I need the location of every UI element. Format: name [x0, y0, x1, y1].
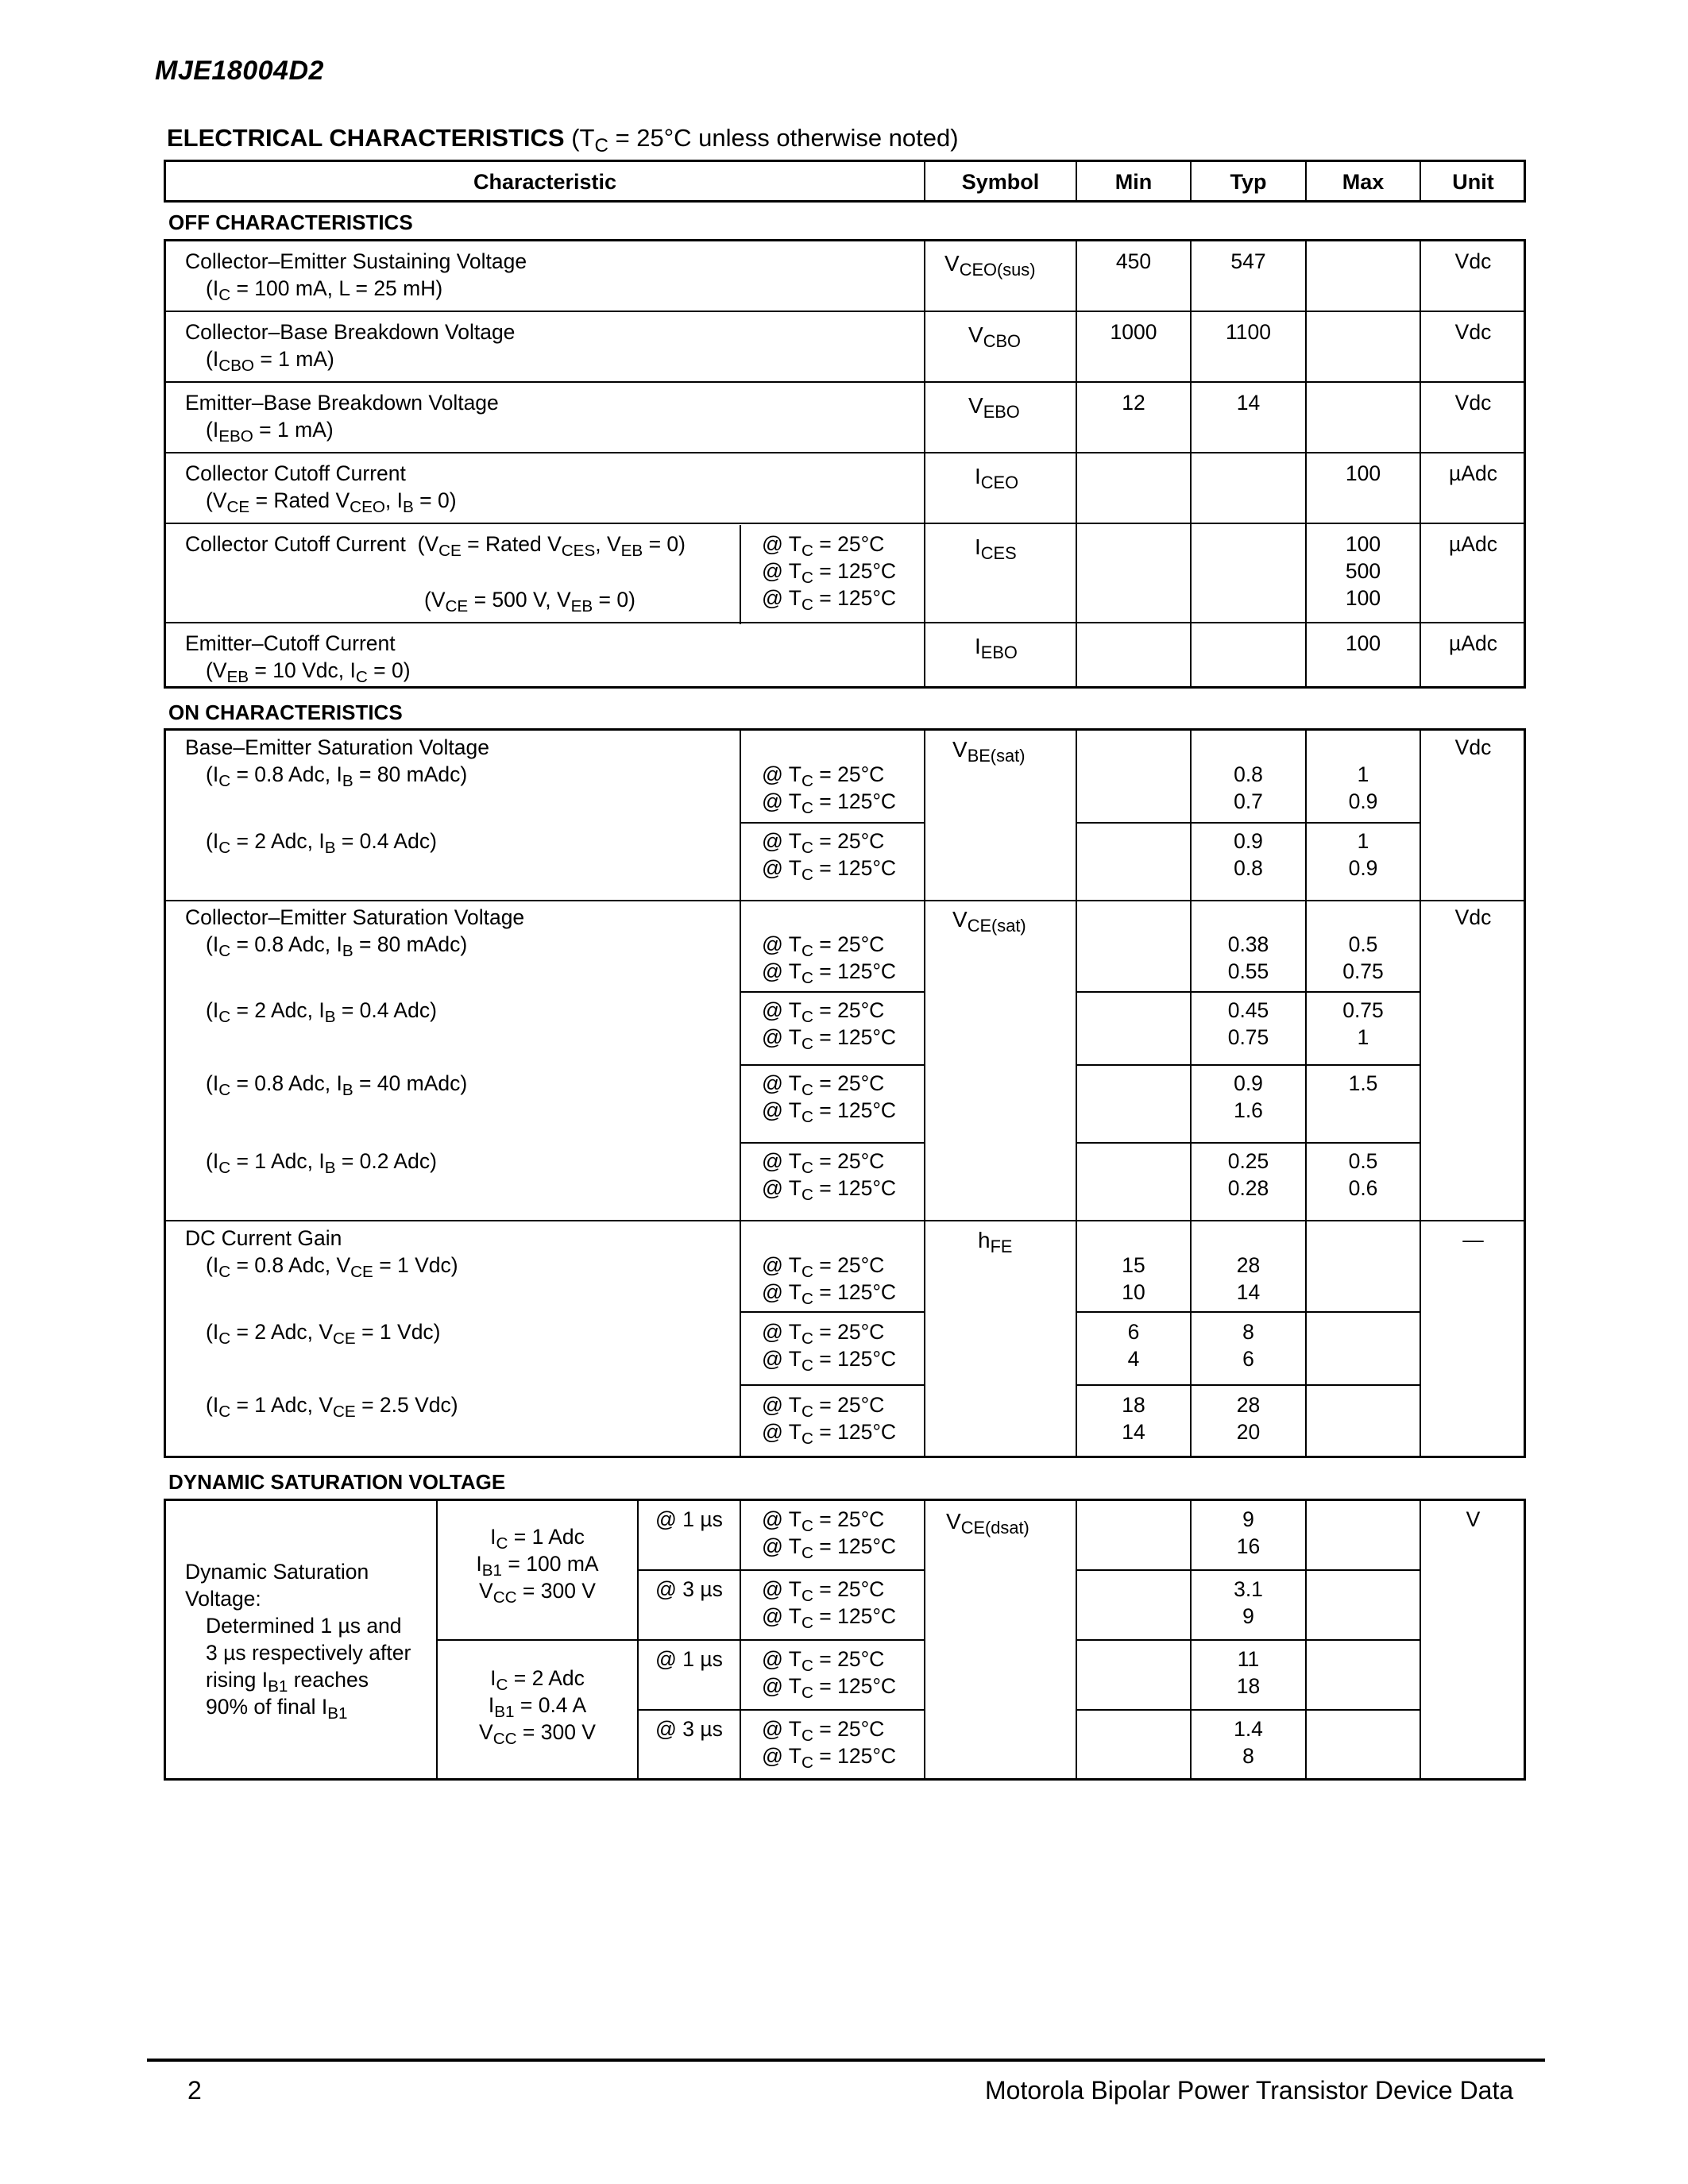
time-condition: @ 1 µs — [655, 1507, 723, 1531]
typ-value: 547 — [1230, 249, 1266, 273]
col-unit: Unit — [1452, 170, 1494, 194]
temperature-condition: @ $T_C = 125^\circ C$ — [762, 959, 897, 987]
unit: Vdc — [1454, 735, 1492, 759]
dynamic-saturation-heading: DYNAMIC SATURATION VOLTAGE — [168, 1470, 506, 1494]
unit: µAdc — [1449, 461, 1497, 485]
temperature-condition: @ $T_C = 125^\circ C$ — [762, 1280, 897, 1308]
temperature-condition: @ $T_C = 125^\circ C$ — [762, 1534, 897, 1562]
drive-condition: $V_{CC} = 300$ V — [479, 1579, 596, 1607]
temperature-condition: @ $T_C = 125^\circ C$ — [762, 1744, 897, 1772]
section-title: ELECTRICAL CHARACTERISTICS ($T_C = 25^\circ C$ unless otherwise noted) — [167, 124, 959, 156]
col-min: Min — [1114, 170, 1153, 194]
max-value: 1 — [1357, 1025, 1369, 1049]
characteristic-name: Base–Emitter Saturation Voltage — [185, 735, 490, 759]
max-value: 0.5 — [1348, 932, 1378, 956]
temperature-condition: @ $T_C = 25^\circ C$ — [762, 1577, 885, 1605]
typ-value: 8 — [1242, 1320, 1254, 1344]
max-value: 500 — [1345, 559, 1381, 583]
symbol: $V_{EBO}$ — [968, 393, 1020, 423]
min-value: 6 — [1127, 1320, 1140, 1344]
time-condition: @ 3 µs — [655, 1717, 723, 1741]
on-characteristics-heading: ON CHARACTERISTICS — [168, 700, 403, 724]
typ-value: 6 — [1242, 1347, 1254, 1371]
drive-condition: $I_C = 2$ Adc — [490, 1666, 585, 1694]
max-value: 0.75 — [1342, 959, 1384, 983]
unit: µAdc — [1449, 532, 1497, 556]
temperature-condition: @ $T_C = 125^\circ C$ — [762, 559, 897, 587]
min-value: 4 — [1127, 1347, 1140, 1371]
max-value: 1.5 — [1348, 1071, 1378, 1095]
col-typ: Typ — [1230, 170, 1267, 194]
unit: Vdc — [1454, 320, 1492, 344]
typ-value: 16 — [1236, 1534, 1261, 1558]
test-condition: ($I_C = 100$ mA, L = 25 mH) — [206, 276, 443, 304]
unit: — — [1462, 1228, 1484, 1252]
typ-value: 14 — [1236, 391, 1261, 415]
temperature-condition: @ $T_C = 25^\circ C$ — [762, 1149, 885, 1177]
min-value: 1000 — [1110, 320, 1157, 344]
max-value: 100 — [1345, 586, 1381, 610]
symbol: $V_{CEO(sus)}$ — [944, 251, 1036, 280]
max-value: 100 — [1345, 461, 1381, 485]
characteristic-name: Collector–Emitter Saturation Voltage — [185, 905, 525, 929]
test-condition: ($I_C = 2$ Adc, $I_B = 0.4$ Adc) — [206, 829, 437, 857]
max-value: 0.6 — [1348, 1176, 1378, 1200]
typ-value: 0.55 — [1227, 959, 1269, 983]
max-value: 0.75 — [1342, 998, 1384, 1022]
unit: µAdc — [1449, 631, 1497, 655]
typ-value: 11 — [1237, 1647, 1260, 1671]
min-value: 18 — [1122, 1393, 1145, 1417]
temperature-condition: @ $T_C = 25^\circ C$ — [762, 829, 885, 857]
temperature-condition: @ $T_C = 25^\circ C$ — [762, 532, 885, 560]
test-condition: ($I_{EBO} = 1$ mA) — [206, 418, 334, 446]
dynamic-description: Dynamic Saturation — [185, 1560, 369, 1584]
typ-value: 1.6 — [1234, 1098, 1263, 1122]
dynamic-description: Determined 1 µs and — [206, 1614, 402, 1638]
symbol: $I_{CES}$ — [975, 534, 1017, 564]
symbol: $V_{CBO}$ — [968, 322, 1021, 352]
typ-value: 28 — [1236, 1393, 1261, 1417]
col-symbol: Symbol — [961, 170, 1040, 194]
temperature-condition: @ $T_C = 125^\circ C$ — [762, 789, 897, 817]
page-number: 2 — [187, 2076, 202, 2105]
typ-value: 9 — [1242, 1507, 1254, 1531]
typ-value: 0.45 — [1227, 998, 1269, 1022]
typ-value: 0.9 — [1234, 829, 1263, 853]
test-condition: ($I_{CBO} = 1$ mA) — [206, 347, 334, 375]
min-value: 12 — [1122, 391, 1145, 415]
typ-value: 0.7 — [1234, 789, 1263, 813]
typ-value: 14 — [1236, 1280, 1261, 1304]
test-condition: ($I_C = 2$ Adc, $V_{CE} = 1$ Vdc) — [206, 1320, 441, 1348]
typ-value: 28 — [1236, 1253, 1261, 1277]
off-characteristics-table — [164, 239, 1526, 689]
max-value: 100 — [1345, 532, 1381, 556]
temperature-condition: @ $T_C = 25^\circ C$ — [762, 1507, 885, 1535]
drive-condition: $V_{CC} = 300$ V — [479, 1720, 596, 1748]
part-number: MJE18004D2 — [155, 56, 324, 86]
unit: Vdc — [1454, 249, 1492, 273]
test-condition: ($V_{EB} = 10$ Vdc, $I_C = 0$) — [206, 658, 411, 686]
test-condition: ($V_{CE}$ = Rated $V_{CEO}$, $I_B = 0$) — [206, 488, 457, 516]
footer-rule — [147, 2059, 1545, 2062]
temperature-condition: @ $T_C = 125^\circ C$ — [762, 1025, 897, 1053]
temperature-condition: @ $T_C = 25^\circ C$ — [762, 1320, 885, 1348]
drive-condition: $I_C = 1$ Adc — [490, 1525, 585, 1553]
dynamic-description: Voltage: — [185, 1587, 261, 1611]
characteristic-name: Collector–Emitter Sustaining Voltage — [185, 249, 527, 273]
typ-value: 0.75 — [1227, 1025, 1269, 1049]
temperature-condition: @ $T_C = 25^\circ C$ — [762, 1253, 885, 1281]
characteristic-name: Emitter–Base Breakdown Voltage — [185, 391, 499, 415]
typ-value: 0.9 — [1234, 1071, 1263, 1095]
max-value: 0.9 — [1348, 789, 1378, 813]
temperature-condition: @ $T_C = 25^\circ C$ — [762, 762, 885, 790]
footer-text: Motorola Bipolar Power Transistor Device Data — [985, 2076, 1514, 2105]
typ-value: 0.25 — [1227, 1149, 1269, 1173]
temperature-condition: @ $T_C = 125^\circ C$ — [762, 1604, 897, 1632]
min-value: 14 — [1122, 1420, 1145, 1444]
dynamic-description: rising $I_{B1}$ reaches — [206, 1668, 369, 1696]
dynamic-description: 90% of final $I_{B1}$ — [206, 1695, 348, 1723]
max-value: 100 — [1345, 631, 1381, 655]
temperature-condition: @ $T_C = 25^\circ C$ — [762, 1071, 885, 1099]
temperature-condition: @ $T_C = 125^\circ C$ — [762, 1674, 897, 1702]
min-value: 10 — [1122, 1280, 1145, 1304]
drive-condition: $I_{B1} = 100$ mA — [476, 1552, 599, 1580]
max-value: 1 — [1357, 829, 1369, 853]
typ-value: 18 — [1236, 1674, 1261, 1698]
unit: V — [1466, 1507, 1481, 1531]
time-condition: @ 1 µs — [655, 1647, 723, 1671]
symbol: $V_{CE(sat)}$ — [952, 907, 1026, 936]
test-condition: ($I_C = 0.8$ Adc, $I_B = 80$ mAdc) — [206, 932, 468, 960]
symbol: $I_{CEO}$ — [975, 464, 1019, 493]
characteristic-name: Emitter–Cutoff Current — [185, 631, 396, 655]
unit: Vdc — [1454, 905, 1492, 929]
unit: Vdc — [1454, 391, 1492, 415]
temperature-condition: @ $T_C = 125^\circ C$ — [762, 856, 897, 884]
typ-value: 0.8 — [1234, 762, 1263, 786]
on-characteristics-table — [164, 728, 1526, 1458]
temperature-condition: @ $T_C = 25^\circ C$ — [762, 998, 885, 1026]
test-condition: ($I_C = 2$ Adc, $I_B = 0.4$ Adc) — [206, 998, 437, 1026]
col-max: Max — [1342, 170, 1385, 194]
characteristic-name: DC Current Gain — [185, 1226, 342, 1250]
temperature-condition: @ $T_C = 125^\circ C$ — [762, 1420, 897, 1448]
test-condition: ($V_{CE} = 500$ V, $V_{EB} = 0$) — [424, 588, 635, 615]
dynamic-description: 3 µs respectively after — [206, 1641, 411, 1665]
typ-value: 0.28 — [1227, 1176, 1269, 1200]
typ-value: 20 — [1236, 1420, 1261, 1444]
col-characteristic: Characteristic — [473, 170, 617, 194]
test-condition: ($I_C = 1$ Adc, $V_{CE} = 2.5$ Vdc) — [206, 1393, 458, 1421]
symbol: $h_{FE}$ — [978, 1228, 1013, 1257]
temperature-condition: @ $T_C = 25^\circ C$ — [762, 1717, 885, 1745]
typ-value: 8 — [1242, 1744, 1254, 1768]
characteristic-name: Collector–Base Breakdown Voltage — [185, 320, 516, 344]
temperature-condition: @ $T_C = 25^\circ C$ — [762, 1647, 885, 1675]
max-value: 1 — [1357, 762, 1369, 786]
symbol: $V_{BE(sat)}$ — [952, 737, 1026, 766]
typ-value: 0.38 — [1227, 932, 1269, 956]
min-value: 450 — [1115, 249, 1152, 273]
symbol: $V_{CE(dsat)}$ — [946, 1509, 1029, 1538]
typ-value: 3.1 — [1234, 1577, 1263, 1601]
max-value: 0.9 — [1348, 856, 1378, 880]
temperature-condition: @ $T_C = 125^\circ C$ — [762, 1176, 897, 1204]
test-condition: ($I_C = 0.8$ Adc, $V_{CE} = 1$ Vdc) — [206, 1253, 458, 1281]
test-condition: ($I_C = 0.8$ Adc, $I_B = 80$ mAdc) — [206, 762, 468, 790]
temperature-condition: @ $T_C = 125^\circ C$ — [762, 586, 897, 614]
characteristic-name: Collector Cutoff Current — [185, 461, 406, 485]
typ-value: 1100 — [1226, 320, 1271, 344]
test-condition: ($I_C = 0.8$ Adc, $I_B = 40$ mAdc) — [206, 1071, 468, 1099]
temperature-condition: @ $T_C = 125^\circ C$ — [762, 1347, 897, 1375]
drive-condition: $I_{B1} = 0.4$ A — [488, 1693, 587, 1721]
typ-value: 0.8 — [1234, 856, 1263, 880]
column-header-row — [164, 160, 1526, 203]
dynamic-saturation-table — [164, 1499, 1526, 1781]
max-value: 0.5 — [1348, 1149, 1378, 1173]
characteristic-name: Collector Cutoff Current ($V_{CE}$ = Rated $V_{CES}$, $V_{EB} = 0$) — [185, 532, 686, 560]
test-condition: ($I_C = 1$ Adc, $I_B = 0.2$ Adc) — [206, 1149, 437, 1177]
typ-value: 9 — [1242, 1604, 1254, 1628]
temperature-condition: @ $T_C = 25^\circ C$ — [762, 1393, 885, 1421]
temperature-condition: @ $T_C = 125^\circ C$ — [762, 1098, 897, 1126]
min-value: 15 — [1122, 1253, 1145, 1277]
time-condition: @ 3 µs — [655, 1577, 723, 1601]
off-characteristics-heading: OFF CHARACTERISTICS — [168, 210, 413, 234]
symbol: $I_{EBO}$ — [975, 634, 1018, 663]
temperature-condition: @ $T_C = 25^\circ C$ — [762, 932, 885, 960]
typ-value: 1.4 — [1234, 1717, 1263, 1741]
